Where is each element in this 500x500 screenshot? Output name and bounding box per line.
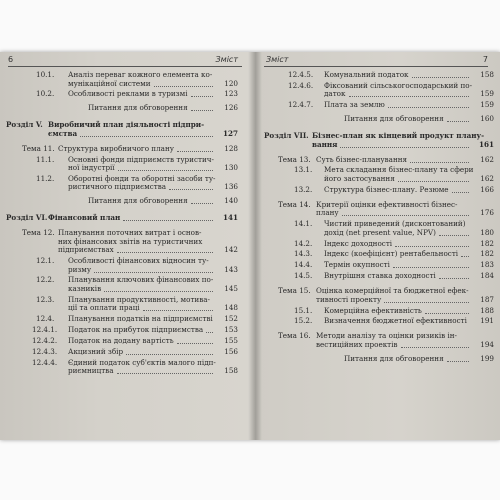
left-page [0, 52, 248, 440]
toc-entry-title: Питання для обговорення [88, 196, 188, 206]
page-number: 6 [8, 55, 14, 64]
toc-entry-title: Оцінка комерційної та бюджетної ефек- [316, 286, 469, 296]
toc-entry-title: Чистий приведений (дисконтований) [324, 219, 466, 229]
toc-entry-title: Методи аналізу та оцінки ризиків ін- [316, 331, 457, 341]
toc-entry-page: 162 [480, 173, 494, 183]
dot-leader [439, 235, 469, 236]
toc-entry-title: Комунальний податок [324, 70, 409, 79]
toc-entry-number: Тема 15. [278, 286, 311, 296]
toc-entry-page: 148 [224, 303, 238, 313]
toc-entry-page: 145 [224, 283, 238, 293]
dot-leader [104, 291, 213, 292]
toc-entry-title: Виробничий план діяльності підпри- [48, 120, 205, 130]
toc-entry-number: 12.4.7. [288, 100, 314, 110]
toc-entry-number: 13.2. [294, 184, 313, 194]
dot-leader [154, 86, 213, 87]
toc-entry-page: 153 [224, 325, 238, 335]
dot-leader [349, 96, 469, 97]
toc-entry-page: 140 [224, 196, 238, 206]
toc-entry-page: 158 [480, 70, 494, 79]
toc-entry-number: Тема 16. [278, 331, 311, 341]
dot-leader [461, 256, 469, 257]
toc-entry-title: Оборотні фонди та оборотні засоби ту- [68, 173, 216, 183]
toc-entry-title: Планування податків на підприємстві [68, 314, 213, 324]
toc-entry-title: Питання для обговорення [344, 114, 444, 124]
toc-entry-title: Основні фонди підприємств туристич- [68, 154, 214, 164]
toc-entry-number: 12.4.2. [32, 336, 58, 345]
toc-entry-title: підприємствах [58, 245, 114, 255]
toc-entry-title: ної індустрії [68, 163, 115, 172]
toc-entry-page: 160 [480, 114, 494, 124]
toc-entry-title: вання [312, 139, 338, 149]
book-spread [0, 52, 500, 440]
toc-entry-page: 180 [480, 227, 494, 237]
toc-entry-title: Особливості фінансових відносин ту- [68, 256, 209, 265]
toc-entry-title: Фінансовий план [48, 213, 121, 223]
toc-entry-title: Бізнес-план як кінцевий продукт плану- [312, 131, 485, 141]
toc-entry-number: 12.2. [36, 275, 55, 285]
toc-entry-number: 10.1. [36, 70, 55, 79]
dot-leader [452, 192, 469, 193]
book-gutter [248, 52, 262, 440]
toc-entry-number: 12.4. [36, 314, 55, 324]
toc-entry-number: Розділ VI. [6, 213, 48, 223]
toc-entry-number: 14.3. [294, 249, 313, 259]
toc-entry-title: Аналіз переваг кожного елемента ко- [68, 70, 213, 79]
toc-entry-page: 184 [480, 271, 494, 281]
toc-entry-number: Тема 13. [278, 154, 311, 164]
toc-entry-number: 14.2. [294, 238, 313, 248]
toc-entry-title: Індекс (коефіцієнт) рентабельності [324, 249, 459, 259]
toc-entry-number: Розділ V. [6, 120, 43, 130]
dot-leader [117, 373, 213, 374]
toc-entry-title: Планування поточних витрат і основ- [58, 228, 202, 238]
toc-entry-page: 159 [480, 89, 494, 99]
toc-entry-page: 182 [480, 238, 494, 248]
toc-entry-page: 126 [224, 103, 238, 113]
dot-leader [340, 147, 469, 148]
toc-entry-number: Тема 12. [22, 228, 55, 238]
dot-leader [439, 278, 469, 279]
toc-entry-title: Термін окупності [324, 260, 390, 270]
toc-entry-title: Планування продуктивності, мотива- [68, 294, 210, 304]
toc-entry-page: 128 [224, 143, 238, 153]
toc-entry-title: Структура виробничого плану [58, 143, 174, 153]
toc-entry-page: 120 [224, 78, 238, 88]
toc-entry-page: 187 [480, 294, 494, 304]
toc-entry-title: Питання для обговорення [344, 353, 444, 363]
dot-leader [191, 96, 214, 97]
toc-entry-title: Суть бізнес-планування [316, 154, 408, 164]
toc-entry-page: 194 [480, 339, 494, 349]
toc-entry-page: 152 [224, 314, 238, 324]
dot-leader [412, 77, 469, 78]
toc-entry-page: 155 [224, 336, 238, 345]
toc-entry-page: 158 [224, 366, 238, 376]
toc-entry-page: 123 [224, 89, 238, 99]
toc-entry-title: Податок на прибуток підприємства [68, 325, 204, 335]
toc-entry-number: 15.1. [294, 305, 313, 315]
toc-entry-number: 12.4.4. [32, 357, 58, 367]
toc-entry-title: ризму [68, 264, 92, 274]
toc-entry-number: Тема 11. [22, 143, 55, 153]
toc-entry-title: них фінансових звітів на туристичних [58, 236, 203, 246]
toc-entry-number: 10.2. [36, 89, 55, 99]
toc-entry-title: Єдиний податок суб'єктів малого підп- [68, 357, 216, 367]
dot-leader [118, 170, 213, 171]
toc-entry-page: 136 [224, 182, 238, 192]
dot-leader [447, 121, 469, 122]
toc-entry-page: 143 [224, 264, 238, 274]
dot-leader [447, 361, 469, 362]
toc-entry-title: Критерії оцінки ефективності бізнес- [316, 199, 458, 209]
toc-entry-number: 12.4.6. [288, 80, 314, 90]
dot-leader [425, 313, 469, 314]
toc-entry-title: ємства [48, 128, 78, 138]
running-title: Зміст [215, 55, 238, 64]
toc-entry-page: 161 [478, 139, 494, 149]
toc-entry-title: Планування ключових фінансових по- [68, 275, 214, 285]
dot-leader [117, 252, 213, 253]
dot-leader [177, 343, 213, 344]
dot-leader [169, 189, 213, 190]
toc-entry-page: 176 [480, 208, 494, 218]
toc-entry-page: 156 [224, 346, 238, 356]
dot-leader [177, 151, 213, 152]
toc-entry-page: 191 [480, 316, 494, 326]
dot-leader [191, 203, 213, 204]
right-page [262, 52, 500, 440]
toc-entry-page: 130 [224, 163, 238, 172]
page-number: 7 [482, 55, 488, 64]
toc-entry-page: 182 [480, 249, 494, 259]
toc-entry-number: Розділ VII. [264, 131, 309, 141]
dot-leader [191, 110, 213, 111]
toc-entry-title: Плата за землю [324, 100, 385, 110]
toc-entry-page: 142 [224, 245, 238, 255]
dot-leader [393, 267, 469, 268]
toc-entry-title: вестиційних проектів [316, 339, 398, 349]
toc-entry-title: дохід (net present value, NPV) [324, 227, 436, 237]
toc-entry-title: плану [316, 208, 339, 218]
toc-entry-page: 183 [480, 260, 494, 270]
toc-entry-title: тивності проекту [316, 294, 382, 304]
toc-entry-title: риємництва [68, 366, 114, 376]
dot-leader [410, 162, 469, 163]
toc-entry-page: 159 [480, 100, 494, 110]
toc-entry-title: Питання для обговорення [88, 103, 188, 113]
toc-entry-page: 127 [222, 128, 238, 138]
toc-entry-title: Внутрішня ставка доходності [324, 271, 436, 281]
toc-entry-title: даток [324, 89, 346, 99]
toc-entry-title: Комерційна ефективність [324, 305, 422, 315]
right-page-header [264, 54, 488, 67]
dot-leader [388, 107, 469, 108]
running-title: Зміст [266, 55, 289, 64]
toc-entry-title: його застосування [324, 173, 395, 183]
toc-entry-page: 166 [480, 184, 494, 194]
toc-entry-page: 162 [480, 154, 494, 164]
toc-entry-number: 12.3. [36, 294, 55, 304]
toc-entry-title: казників [68, 283, 102, 293]
toc-entry-number: 12.4.5. [288, 70, 314, 79]
dot-leader [94, 272, 213, 273]
dot-leader [143, 310, 213, 311]
dot-leader [126, 354, 213, 355]
toc-entry-number: 12.4.1. [32, 325, 58, 335]
toc-entry-page: 199 [480, 353, 494, 363]
dot-leader [395, 246, 469, 247]
toc-entry-title: ристичного підприємства [68, 182, 167, 192]
dot-leader [80, 136, 213, 137]
toc-entry-number: Тема 14. [278, 199, 311, 209]
toc-entry-number: 14.5. [294, 271, 313, 281]
toc-entry-page: 141 [222, 213, 238, 223]
toc-entry-number: 14.4. [294, 260, 313, 270]
toc-entry-title: Особливості реклами в туризмі [68, 89, 188, 99]
toc-entry-title: Податок на додану вартість [68, 336, 174, 345]
toc-entry-number: 12.4.3. [32, 346, 58, 356]
toc-entry-title: Індекс доходності [324, 238, 393, 248]
toc-entry-title: мунікаційної системи [68, 78, 151, 88]
toc-entry-title: Акцизний збір [68, 346, 124, 356]
toc-entry-number: 14.1. [294, 219, 313, 229]
dot-leader [342, 215, 469, 216]
toc-entry-number: 15.2. [294, 316, 313, 326]
toc-entry-number: 13.1. [294, 165, 313, 175]
toc-entry-title: Структура бізнес-плану. Резюме [324, 184, 449, 194]
dot-leader [401, 347, 469, 348]
toc-entry-number: 11.2. [36, 173, 55, 183]
dot-leader [123, 220, 213, 221]
dot-leader [206, 332, 213, 333]
toc-entry-title: Визначення бюджетної ефективності [324, 316, 467, 326]
toc-entry-title: ції та оплати праці [68, 303, 140, 313]
dot-leader [398, 181, 469, 182]
toc-entry-number: 12.1. [36, 256, 55, 265]
toc-entry-number: 11.1. [36, 154, 55, 164]
left-page-header [8, 54, 242, 67]
dot-leader [384, 302, 469, 303]
toc-entry-title: Мета складання бізнес-плану та сфери [324, 165, 474, 175]
toc-entry-title: Фіксований сільськогосподарський по- [324, 80, 473, 90]
toc-entry-page: 188 [480, 305, 494, 315]
